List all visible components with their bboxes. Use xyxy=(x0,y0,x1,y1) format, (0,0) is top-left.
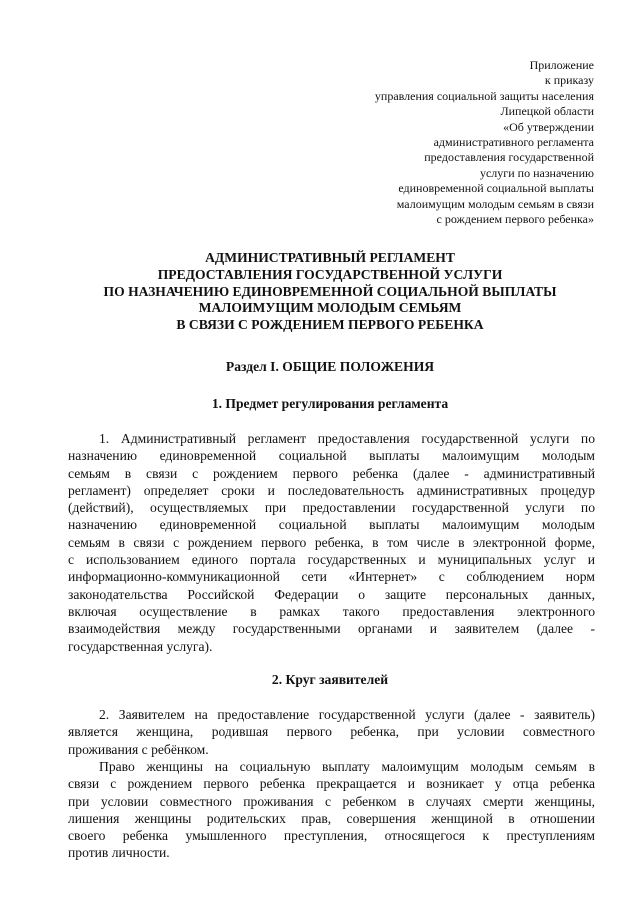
text-line: (действий), осуществляемых при предоставлении государственной услуги по xyxy=(68,500,595,516)
paragraph-applicants xyxy=(68,706,595,758)
text-line: против личности. xyxy=(68,845,170,861)
text-line: включая осуществление в рамках такого предоставления электронного xyxy=(68,603,595,619)
text-line: законодательства Российской Федерации о защите персональных данных, xyxy=(68,586,595,602)
appendix-line: управления социальной защиты населения xyxy=(374,88,594,103)
text-line: лишения женщины родительских прав, совершения женщиной в отношении xyxy=(68,810,595,826)
text-line: взаимодействия между государственными органами и заявителем (далее - xyxy=(68,621,595,637)
text-line: информационно-коммуникационной сети «Интернет» с соблюдением норм xyxy=(68,569,595,585)
text-line: семьям в связи с рождением первого ребенка (далее - административный xyxy=(68,465,595,481)
title-line: В СВЯЗИ С РОЖДЕНИЕМ ПЕРВОГО РЕБЕНКА xyxy=(176,317,484,333)
appendix-line: к приказу xyxy=(544,73,594,88)
title-line: МАЛОИМУЩИМ МОЛОДЫМ СЕМЬЯМ xyxy=(198,300,462,316)
text-line: проживания с ребёнком. xyxy=(68,741,209,757)
appendix-line: административного регламента xyxy=(433,135,594,150)
appendix-line: Липецкой области xyxy=(500,104,594,119)
title-line: АДМИНИСТРАТИВНЫЙ РЕГЛАМЕНТ xyxy=(205,250,455,265)
appendix-line: единовременной социальной выплаты xyxy=(398,181,594,196)
text-line: своего ребенка умышленного преступления, относящегося к преступлениям xyxy=(68,828,595,844)
section-heading: Раздел I. ОБЩИЕ ПОЛОЖЕНИЯ xyxy=(225,359,435,374)
text-line: является женщина, родившая первого ребенка, при условии совместного xyxy=(68,724,595,740)
appendix-line: с рождением первого ребенка» xyxy=(436,212,594,227)
text-line: при условии совместного проживания с ребенком в случаях смерти женщины, xyxy=(68,793,595,809)
appendix-line: малоимущим молодым семьям в связи xyxy=(396,196,594,211)
appendix-note xyxy=(294,58,594,227)
appendix-line: Приложение xyxy=(529,58,594,72)
text-line: связи с рождением первого ребенка прекращается и возникает у отца ребенка xyxy=(68,776,595,792)
text-line: назначению единовременной социальной выплаты малоимущим молодым xyxy=(68,448,595,464)
text-line: с использованием единого портала государственных и муниципальных услуг и xyxy=(68,552,595,568)
appendix-line: услуги по назначению xyxy=(479,165,594,180)
text-line: семьям в связи с рождением первого ребенка, в том числе в электронной форме, xyxy=(68,534,595,550)
text-line: 2. Заявителем на предоставление государственной услуги (далее - заявитель) xyxy=(99,707,595,722)
text-line: регламент) определяет сроки и последовательность административных процедур xyxy=(68,482,595,498)
text-line: назначению единовременной социальной выплаты малоимущим молодым xyxy=(68,517,595,533)
document-title xyxy=(60,250,600,334)
appendix-line: предоставления государственной xyxy=(424,150,594,165)
text-line: государственная услуга). xyxy=(68,638,213,654)
subsection-heading-applicants: 2. Круг заявителей xyxy=(271,672,389,687)
subsection-heading-subject: 1. Предмет регулирования регламента xyxy=(211,396,449,411)
paragraph-father-right xyxy=(68,758,595,862)
text-line: 1. Административный регламент предоставления государственной услуги по xyxy=(99,431,595,446)
paragraph-subject xyxy=(68,430,595,655)
title-line: ПО НАЗНАЧЕНИЮ ЕДИНОВРЕМЕННОЙ СОЦИАЛЬНОЙ ВЫПЛАТЫ xyxy=(103,283,557,299)
title-line: ПРЕДОСТАВЛЕНИЯ ГОСУДАРСТВЕННОЙ УСЛУГИ xyxy=(157,266,503,282)
appendix-line: «Об утверждении xyxy=(503,119,594,134)
text-line: Право женщины на социальную выплату малоимущим молодым семьям в xyxy=(99,759,595,774)
